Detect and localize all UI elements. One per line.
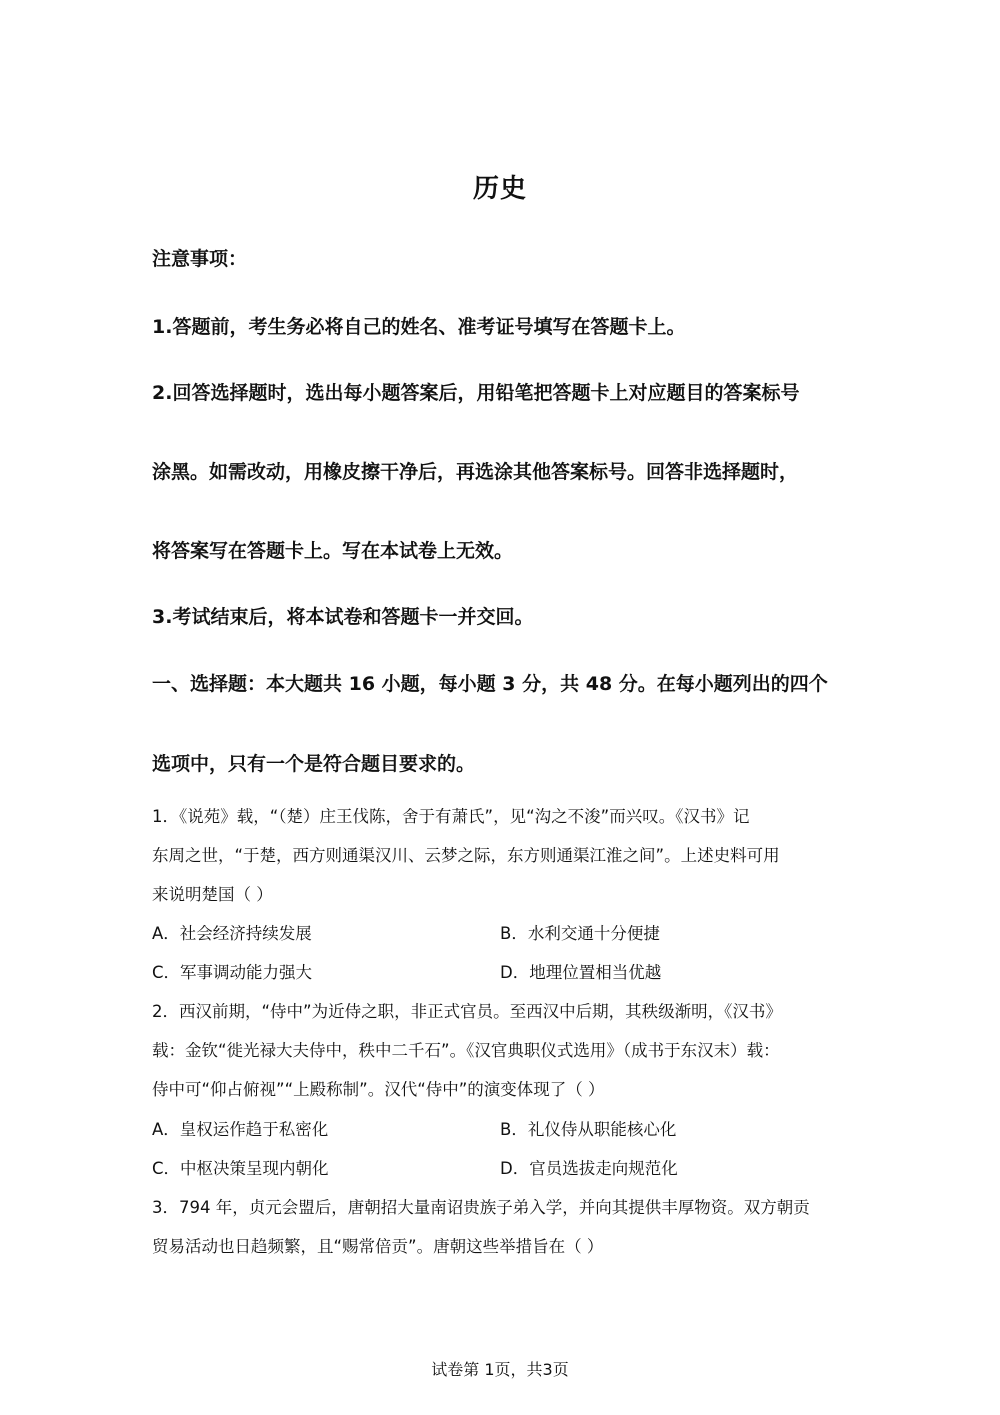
- notice-item-2-line-1: 2.回答选择题时，选出每小题答案后，用铅笔把答题卡上对应题目的答案标号: [152, 382, 800, 404]
- question-1-line-3: 来说明楚国（ ）: [152, 885, 273, 904]
- notice-item-1: 1.答题前，考生务必将自己的姓名、准考证号填写在答题卡上。: [152, 316, 686, 338]
- notice-item-2-line-3: 将答案写在答题卡上。写在本试卷上无效。: [152, 540, 514, 562]
- page-footer: 试卷第 1页，共3页: [431, 1360, 569, 1379]
- section-heading-line-1: 一、选择题：本大题共 16 小题，每小题 3 分，共 48 分。在每小题列出的四个: [152, 673, 828, 695]
- question-2-line-1: 2．西汉前期，“侍中”为近侍之职，非正式官员。至西汉中后期，其秩级渐明，《汉书》: [152, 1002, 782, 1021]
- question-2-option-b: B．礼仪侍从职能核心化: [500, 1120, 677, 1139]
- question-3-line-1: 3．794 年，贞元会盟后，唐朝招大量南诏贵族子弟入学，并向其提供丰厚物资。双方朝贡: [152, 1198, 810, 1217]
- notice-item-3: 3.考试结束后，将本试卷和答题卡一并交回。: [152, 606, 534, 628]
- section-heading-line-2: 选项中，只有一个是符合题目要求的。: [152, 753, 476, 775]
- question-1-option-d: D．地理位置相当优越: [500, 963, 662, 982]
- question-2-option-a: A．皇权运作趋于私密化: [152, 1120, 329, 1139]
- question-2-option-c: C．中枢决策呈现内朝化: [152, 1159, 329, 1178]
- question-1-option-a: A．社会经济持续发展: [152, 924, 312, 943]
- question-2-option-d: D．官员选拔走向规范化: [500, 1159, 678, 1178]
- question-3-line-2: 贸易活动也日趋频繁，且“赐常倍贡”。唐朝这些举措旨在（ ）: [152, 1237, 604, 1256]
- question-2-line-3: 侍中可“仰占俯视”“上殿称制”。汉代“侍中”的演变体现了（ ）: [152, 1080, 605, 1099]
- notice-heading: 注意事项：: [152, 248, 248, 270]
- question-1-line-1: 1．《说苑》载，“（楚）庄王伐陈，舍于有萧氏”，见“沟之不浚”而兴叹。《汉书》记: [152, 807, 750, 826]
- notice-item-2-line-2: 涂黑。如需改动，用橡皮擦干净后，再选涂其他答案标号。回答非选择题时，: [152, 461, 799, 483]
- question-1-option-b: B．水利交通十分便捷: [500, 924, 660, 943]
- question-2-line-2: 载：金钦“徙光禄大夫侍中，秩中二千石”。《汉官典职仪式选用》（成书于东汉末）载：: [152, 1041, 780, 1060]
- page-title: 历史: [472, 174, 527, 204]
- question-1-line-2: 东周之世，“于楚，西方则通渠汉川、云梦之际，东方则通渠江淮之间”。上述史料可用: [152, 846, 780, 865]
- question-1-option-c: C．军事调动能力强大: [152, 963, 313, 982]
